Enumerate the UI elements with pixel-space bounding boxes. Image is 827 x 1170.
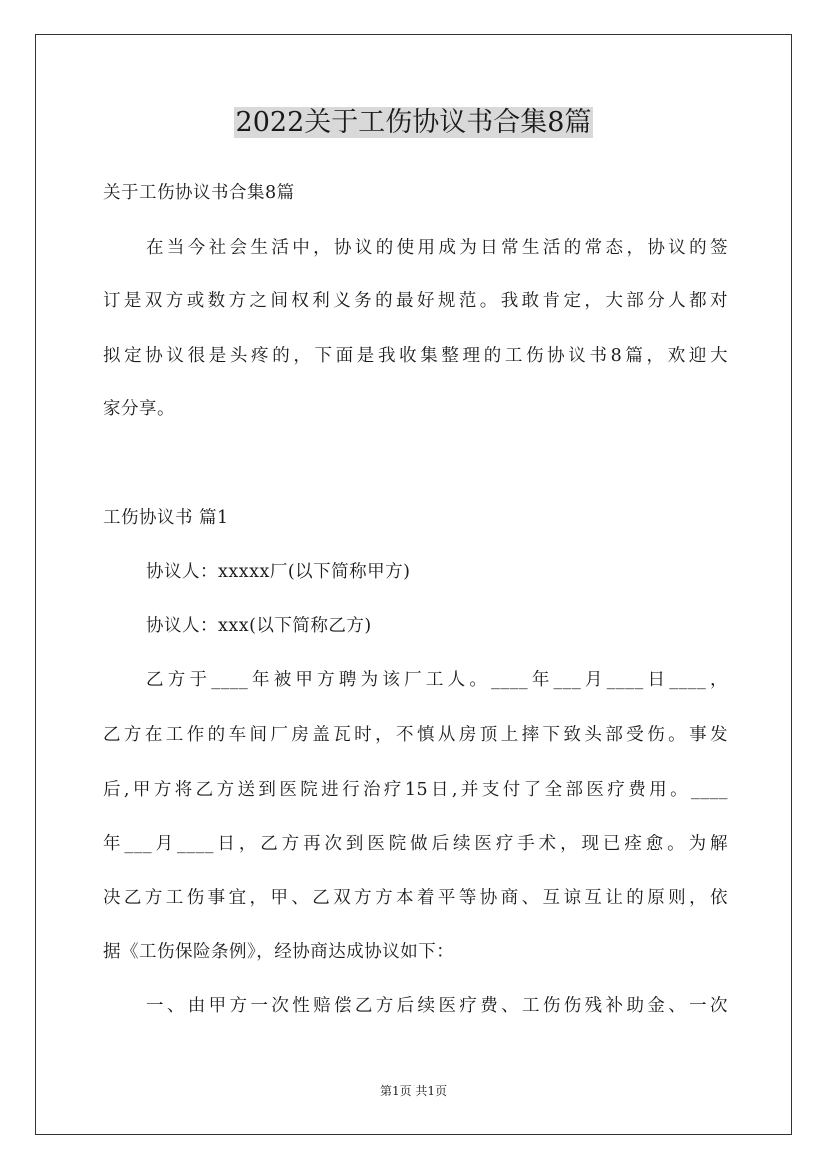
section-heading: 工伤协议书 篇1 xyxy=(103,508,229,528)
intro-line-2: 订是双方或数方之间权利义务的最好规范。我敢肯定，大部分人都对 xyxy=(103,291,728,311)
document-title-text: 2022关于工伤协议书合集8篇 xyxy=(235,107,592,138)
document-title xyxy=(0,104,827,142)
page-footer: 第1页 共1页 xyxy=(379,1084,448,1098)
intro-line-1: 在当今社会生活中，协议的使用成为日常生活的常态，协议的签 xyxy=(146,238,728,258)
body-line-2: 乙方在工作的车间厂房盖瓦时，不慎从房顶上摔下致头部受伤。事发 xyxy=(103,725,728,745)
body-line-6: 据《工伤保险条例》，经协商达成协议如下： xyxy=(103,942,455,962)
body-line-5: 决乙方工伤事宜，甲、乙双方方本着平等协商、互谅互让的原则，依 xyxy=(103,888,728,908)
intro-line-3: 拟定协议很是头疼的，下面是我收集整理的工伤协议书8篇，欢迎大 xyxy=(103,346,728,366)
body-line-4: 年___月____日，乙方再次到医院做后续医疗手术，现已痊愈。为解 xyxy=(103,834,728,854)
party-a-line: 协议人：xxxxx厂(以下简称甲方) xyxy=(146,562,411,582)
party-b-line: 协议人：xxx(以下简称乙方) xyxy=(146,616,372,636)
document-subtitle: 关于工伤协议书合集8篇 xyxy=(103,183,295,203)
body-line-3: 后,甲方将乙方送到医院进行治疗15日,并支付了全部医疗费用。____ xyxy=(103,780,728,800)
intro-line-4: 家分享。 xyxy=(103,399,175,419)
body-line-1: 乙方于____年被甲方聘为该厂工人。____年___月____日____， xyxy=(146,670,728,690)
body-line-7: 一、由甲方一次性赔偿乙方后续医疗费、工伤伤残补助金、一次 xyxy=(146,996,728,1016)
